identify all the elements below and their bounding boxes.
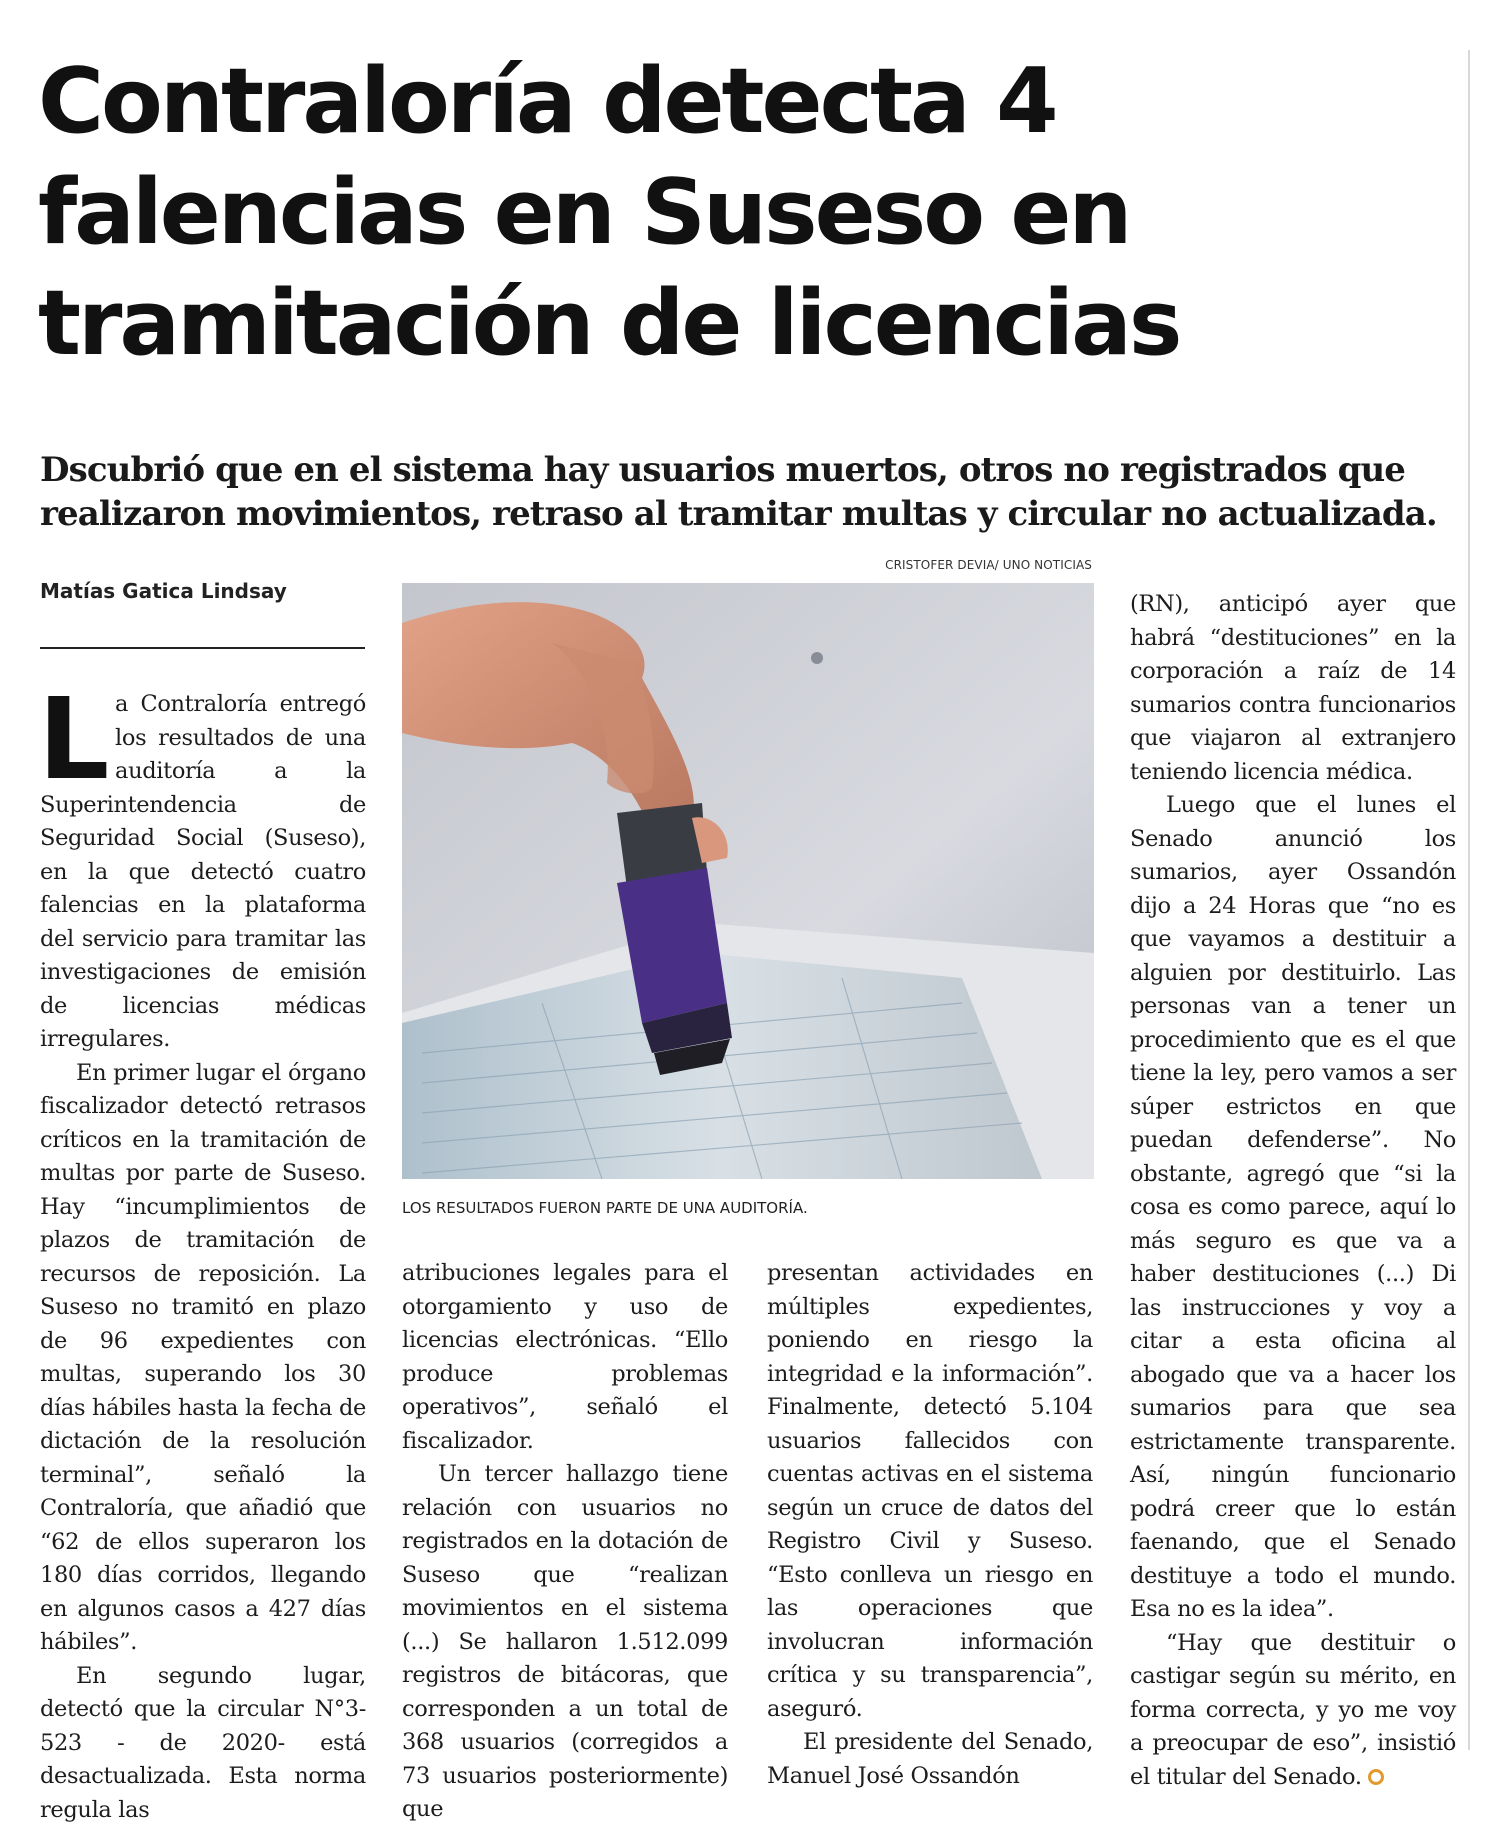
paragraph: Un tercer hallazgo tiene relación con usuarios no registrados en la dotación de Suseso que “realizan movimientos en el sistema (...) Se hallaron 1.512.099 registros de bitácoras, que corresponden a un total de 368 usuarios (corregidos a 73 usuarios posteriormente) que [402,1458,728,1827]
article-column-2 [402,1257,728,1827]
paragraph [1130,1627,1456,1795]
photo-credit: CRISTOFER DEVIA/ UNO NOTICIAS [856,558,1092,572]
deck-subheadline: Dscubrió que en el sistema hay usuarios muertos, otros no registrados que realizaron movimientos, retraso al tramitar multas y circular no actualizada. [40,448,1460,536]
paragraph: En segundo lugar, detectó que la circular N°3-523 - de 2020- está desactualizada. Esta norma regula las [40,1660,366,1827]
photo-caption: LOS RESULTADOS FUERON PARTE DE UNA AUDITORÍA. [402,1199,808,1217]
article-column-3 [767,1257,1093,1793]
stamp-photo-illustration [402,583,1094,1179]
paragraph [40,688,366,1057]
article-column-4 [1130,588,1456,1794]
drop-cap: L [38,694,109,786]
paragraph: (RN), anticipó ayer que habrá “destituciones” en la corporación a raíz de 14 sumarios contra funcionarios que viajaron al extranjero teniendo licencia médica. [1130,588,1456,789]
article-photo [402,583,1094,1179]
paragraph: El presidente del Senado, Manuel José Ossandón [767,1726,1093,1793]
paragraph-text: a Contraloría entregó los resultados de una auditoría a la Superintendencia de Seguridad Social (Suseso), en la que detectó cuatro falencias en la plataforma del servicio para tramitar las investigaciones de emisión de licencias médicas irregulares. [40,691,366,1052]
paragraph: En primer lugar el órgano fiscalizador detectó retrasos críticos en la tramitación de multas por parte de Suseso. Hay “incumplimientos de plazos de tramitación de recursos de reposición. La Suseso no tramitó en plazo de 96 expedientes con multas, superando los 30 días hábiles hasta la fecha de dictación de la resolución terminal”, señaló la Contraloría, que añadió que “62 de ellos superaron los 180 días corridos, llegando en algunos casos a 427 días hábiles”. [40,1057,366,1660]
paragraph-text: “Hay que destituir o castigar según su mérito, en forma correcta, y yo me voy a preocupar de eso”, insistió el titular del Senado. [1130,1630,1456,1790]
column-divider-right [1468,50,1470,1750]
headline: Contraloría detecta 4 falencias en Suseso en tramitación de licencias [38,46,1438,379]
article-column-1 [40,688,366,1827]
circle-end-icon [1368,1769,1384,1785]
paragraph: presentan actividades en múltiples expedientes, poniendo en riesgo la integridad e la información”. Finalmente, detectó 5.104 usuarios fallecidos con cuentas activas en el sistema según un cruce de datos del Registro Civil y Suseso. “Esto conlleva un riesgo en las operaciones que involucran información crítica y su transparencia”, aseguró. [767,1257,1093,1726]
paragraph: Luego que el lunes el Senado anunció los sumarios, ayer Ossandón dijo a 24 Horas que “no es que vayamos a destituir a alguien por destituirlo. Las personas van a tener un procedimiento que es el que tiene la ley, pero vamos a ser súper estrictos en que puedan defenderse”. No obstante, agregó que “si la cosa es como parece, aquí lo más seguro es que va a haber destituciones (...) Di las instrucciones y voy a citar a esta oficina al abogado que va a hacer los sumarios para que sea estrictamente transparente. Así, ningún funcionario podrá creer que lo están faenando, que el Senado destituye a todo el mundo. Esa no es la idea”. [1130,789,1456,1627]
paragraph: atribuciones legales para el otorgamiento y uso de licencias electrónicas. “Ello produce problemas operativos”, señaló el fiscalizador. [402,1257,728,1458]
byline: Matías Gatica Lindsay [40,579,287,603]
byline-divider [40,647,365,649]
